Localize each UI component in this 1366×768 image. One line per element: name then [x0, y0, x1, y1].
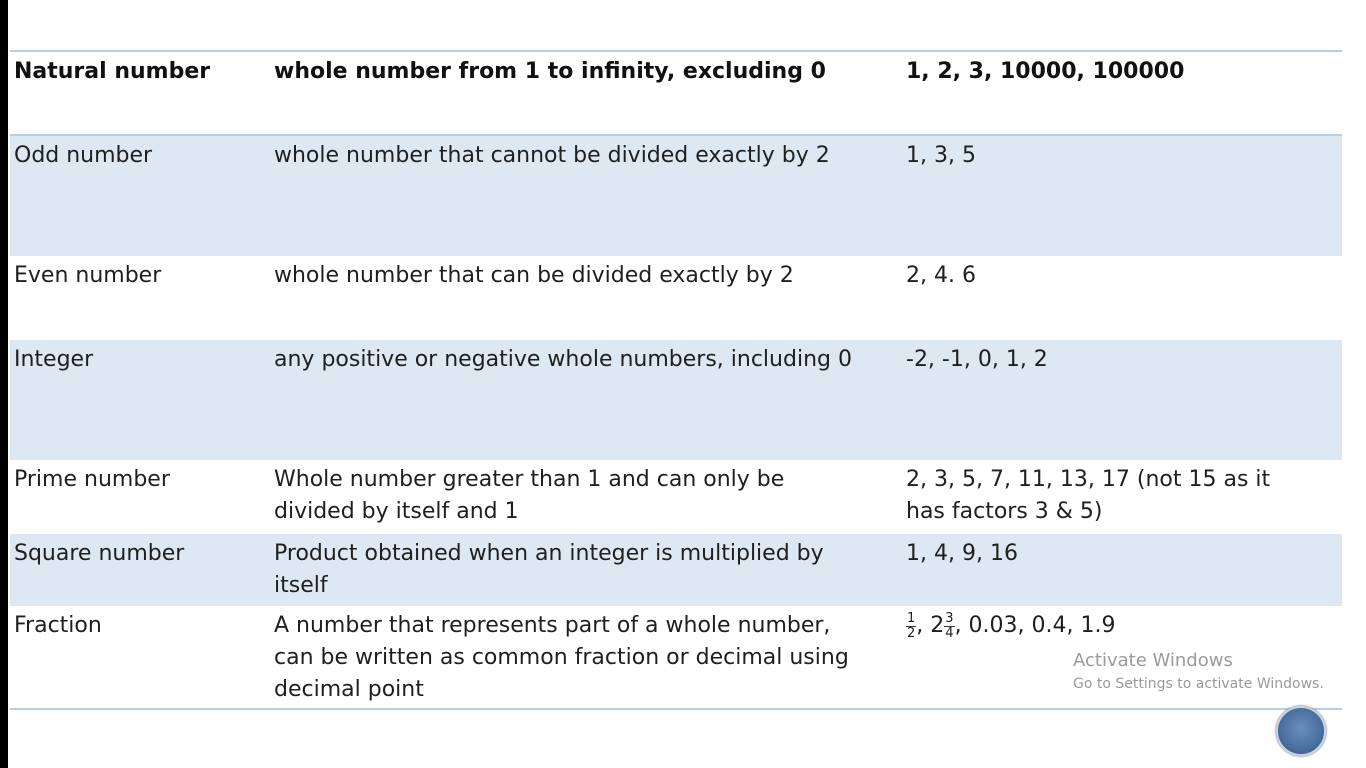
fraction-denominator: 2	[907, 625, 916, 641]
slide-nav-button[interactable]	[1276, 706, 1326, 756]
definition-cell: whole number that cannot be divided exactly by 2	[274, 143, 830, 168]
mixed-number-whole: 2	[930, 613, 945, 638]
definition-line: decimal point	[274, 677, 424, 702]
example-cell: 2, 4. 6	[906, 263, 976, 288]
activate-windows-subtitle: Go to Settings to activate Windows.	[1073, 676, 1324, 692]
table-row	[10, 136, 1342, 256]
definition-cell: whole number that can be divided exactly by 2	[274, 263, 794, 288]
definition-line: Whole number greater than 1 and can only be	[274, 467, 785, 492]
term-cell: Natural number	[14, 59, 211, 84]
fraction-three-quarters	[944, 612, 954, 641]
example-cell: 1, 3, 5	[906, 143, 976, 168]
definition-cell: any positive or negative whole numbers, including 0	[274, 347, 852, 372]
table-row	[10, 534, 1342, 606]
fraction-numerator: 3	[945, 610, 954, 626]
term-cell: Square number	[14, 541, 185, 566]
definition-cell	[274, 606, 906, 708]
term-cell: Integer	[14, 347, 94, 372]
number-types-table	[10, 50, 1342, 710]
example-rest: , 0.03, 0.4, 1.9	[954, 613, 1116, 638]
table-row	[10, 460, 1342, 534]
example-cell: 1, 4, 9, 16	[906, 541, 1018, 566]
definition-line: Product obtained when an integer is multiplied by	[274, 541, 824, 566]
example-line: 2, 3, 5, 7, 11, 13, 17 (not 15 as it	[906, 467, 1271, 492]
definition-line: divided by itself and 1	[274, 499, 519, 524]
definition-line: can be written as common fraction or decimal using	[274, 645, 849, 670]
activate-windows-title: Activate Windows	[1073, 650, 1233, 671]
term-cell: Odd number	[14, 143, 153, 168]
definition-cell: whole number from 1 to infinity, excluding 0	[274, 59, 826, 84]
example-line: has factors 3 & 5)	[906, 499, 1103, 524]
fraction-numerator: 1	[907, 610, 916, 626]
definition-line: itself	[274, 573, 328, 598]
term-cell: Even number	[14, 263, 162, 288]
table-row	[10, 52, 1342, 136]
definition-line: A number that represents part of a whole number,	[274, 613, 831, 638]
left-edge-bar	[0, 0, 8, 768]
term-cell: Fraction	[14, 613, 102, 638]
table-row	[10, 340, 1342, 460]
example-cell: 1, 2, 3, 10000, 100000	[906, 59, 1185, 84]
table-row	[10, 256, 1342, 340]
definition-cell	[274, 534, 906, 606]
example-separator: ,	[916, 613, 924, 638]
term-cell: Prime number	[14, 467, 170, 492]
fraction-denominator: 4	[945, 625, 954, 641]
fraction-half	[906, 612, 916, 641]
example-cell	[906, 460, 1342, 534]
example-cell: -2, -1, 0, 1, 2	[906, 347, 1048, 372]
definition-cell	[274, 460, 906, 534]
